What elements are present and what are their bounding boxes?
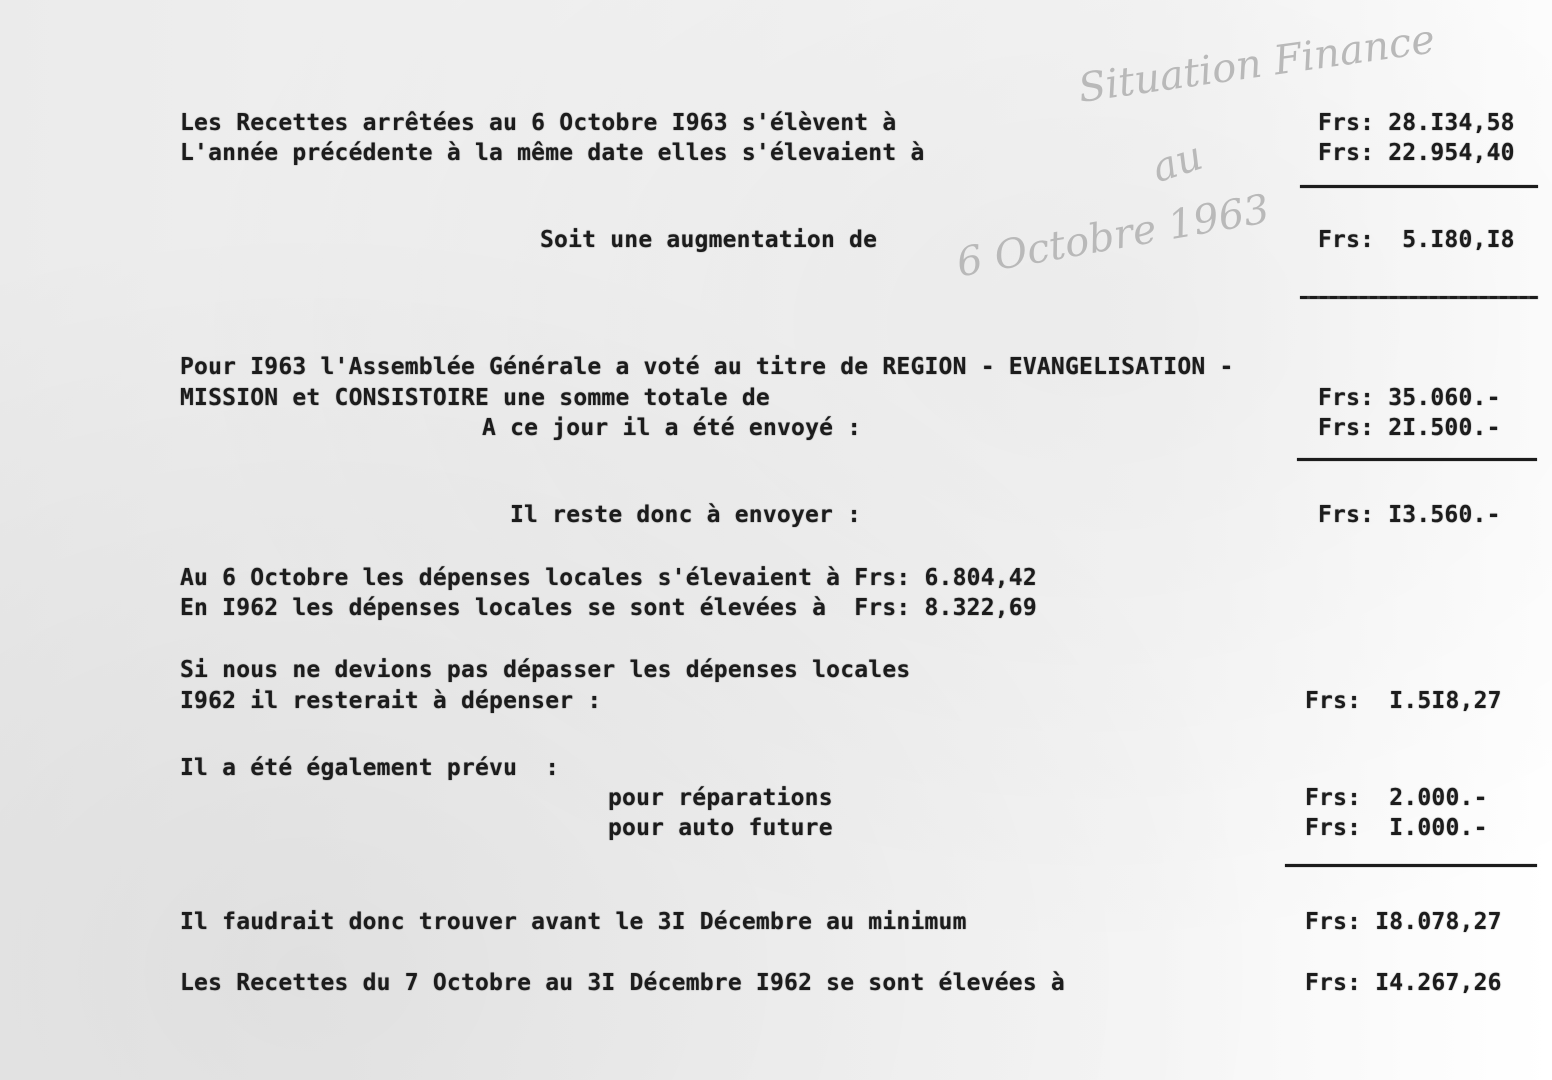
future-car-label: pour auto future [608, 815, 833, 841]
minimum-needed-amount: Frs: I8.078,27 [1305, 909, 1502, 935]
expense-limit-line-1: Si nous ne devions pas dépasser les dépenses locales [180, 657, 911, 683]
remaining-to-send-label: Il reste donc à envoyer : [510, 502, 862, 528]
increase-label: Soit une augmentation de [540, 227, 878, 253]
handwriting-line-3: 6 Octobre 1963 [953, 186, 1273, 287]
total-rule [1285, 864, 1537, 867]
expense-limit-amount: Frs: I.5I8,27 [1305, 688, 1502, 714]
double-underline-rule [1300, 296, 1538, 299]
repairs-label: pour réparations [608, 785, 833, 811]
assembly-vote-line-1: Pour I963 l'Assemblée Générale a voté au titre de REGION - EVANGELISATION - [180, 354, 1234, 380]
local-expenses-current: Au 6 Octobre les dépenses locales s'élevaient à Frs: 6.804,42 [180, 565, 1037, 591]
minimum-needed-label: Il faudrait donc trouver avant le 3I Décembre au minimum [180, 909, 967, 935]
handwriting-line-2: au [1146, 132, 1209, 192]
planned-label: Il a été également prévu : [180, 755, 560, 781]
repairs-amount: Frs: 2.000.- [1305, 785, 1488, 811]
sent-label: A ce jour il a été envoyé : [482, 415, 862, 441]
increase-amount: Frs: 5.I80,I8 [1318, 227, 1515, 253]
receipts-current-label: Les Recettes arrêtées au 6 Octobre I963 s'élèvent à [180, 110, 897, 136]
total-rule [1297, 458, 1537, 461]
assembly-vote-amount: Frs: 35.060.- [1318, 385, 1501, 411]
sent-amount: Frs: 2I.500.- [1318, 415, 1501, 441]
future-car-amount: Frs: I.000.- [1305, 815, 1488, 841]
remaining-to-send-amount: Frs: I3.560.- [1318, 502, 1501, 528]
receipts-previous-label: L'année précédente à la même date elles s'élevaient à [180, 140, 925, 166]
local-expenses-previous: En I962 les dépenses locales se sont élevées à Frs: 8.322,69 [180, 595, 1037, 621]
receipts-q4-previous-amount: Frs: I4.267,26 [1305, 970, 1502, 996]
expense-limit-line-2: I962 il resterait à dépenser : [180, 688, 602, 714]
receipts-previous-amount: Frs: 22.954,40 [1318, 140, 1515, 166]
assembly-vote-line-2: MISSION et CONSISTOIRE une somme totale de [180, 385, 770, 411]
total-rule [1300, 185, 1538, 188]
handwriting-line-1: Situation Finance [1075, 16, 1438, 112]
receipts-q4-previous-label: Les Recettes du 7 Octobre au 3I Décembre I962 se sont élevées à [180, 970, 1065, 996]
receipts-current-amount: Frs: 28.I34,58 [1318, 110, 1515, 136]
